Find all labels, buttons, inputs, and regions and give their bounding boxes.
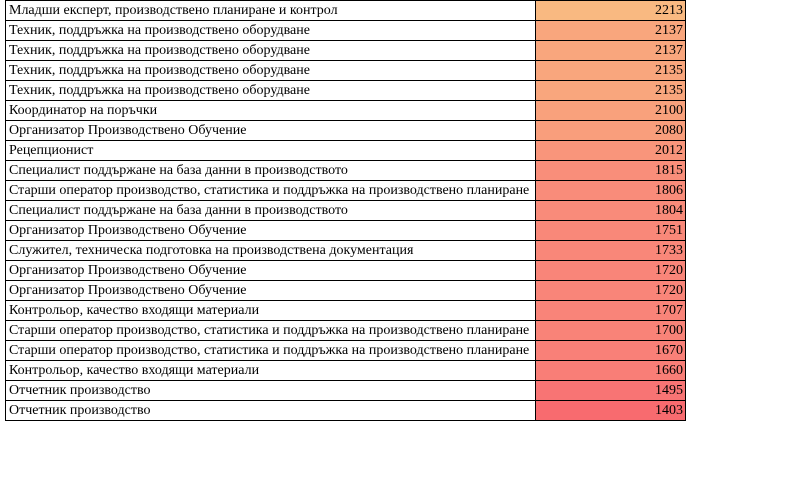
salary-value-cell: 1733 (536, 241, 686, 261)
salary-value-cell: 2213 (536, 1, 686, 21)
table-row (6, 1, 686, 21)
salary-value-cell: 2012 (536, 141, 686, 161)
job-title-cell: Старши оператор производство, статистика и поддръжка на производствено планиране (6, 341, 536, 361)
table-row (6, 181, 686, 201)
table-row (6, 81, 686, 101)
salary-value-cell: 1720 (536, 281, 686, 301)
job-title-cell: Техник, поддръжка на производствено оборудване (6, 21, 536, 41)
job-title-cell: Контрольор, качество входящи материали (6, 361, 536, 381)
table-row (6, 221, 686, 241)
job-title-cell: Младши експерт, производствено планиране и контрол (6, 1, 536, 21)
table-row (6, 41, 686, 61)
salary-value-cell: 1707 (536, 301, 686, 321)
table-row (6, 361, 686, 381)
job-title-cell: Контрольор, качество входящи материали (6, 301, 536, 321)
salary-value-cell: 1403 (536, 401, 686, 421)
job-title-cell: Организатор Производствено Обучение (6, 121, 536, 141)
table-row (6, 321, 686, 341)
salary-value-cell: 2137 (536, 41, 686, 61)
table-row (6, 381, 686, 401)
job-title-cell: Организатор Производствено Обучение (6, 281, 536, 301)
job-title-cell: Техник, поддръжка на производствено оборудване (6, 61, 536, 81)
salary-value-cell: 1495 (536, 381, 686, 401)
table-row (6, 21, 686, 41)
salary-value-cell: 2100 (536, 101, 686, 121)
job-title-cell: Техник, поддръжка на производствено оборудване (6, 41, 536, 61)
table-row (6, 241, 686, 261)
salary-value-cell: 1720 (536, 261, 686, 281)
job-title-cell: Рецепционист (6, 141, 536, 161)
job-title-cell: Отчетник производство (6, 401, 536, 421)
salary-value-cell: 1804 (536, 201, 686, 221)
table-row (6, 401, 686, 421)
salary-value-cell: 2137 (536, 21, 686, 41)
table-row (6, 301, 686, 321)
table-row (6, 261, 686, 281)
table-row (6, 101, 686, 121)
table-row (6, 121, 686, 141)
salary-value-cell: 1751 (536, 221, 686, 241)
salary-value-cell: 1700 (536, 321, 686, 341)
table-row (6, 141, 686, 161)
job-title-cell: Координатор на поръчки (6, 101, 536, 121)
job-title-cell: Техник, поддръжка на производствено оборудване (6, 81, 536, 101)
salary-value-cell: 2135 (536, 81, 686, 101)
salary-value-cell: 1660 (536, 361, 686, 381)
table-row (6, 281, 686, 301)
table-row (6, 161, 686, 181)
salary-value-cell: 1815 (536, 161, 686, 181)
job-title-cell: Организатор Производствено Обучение (6, 261, 536, 281)
salary-table (5, 0, 686, 421)
job-title-cell: Служител, техническа подготовка на производствена документация (6, 241, 536, 261)
table-row (6, 341, 686, 361)
job-title-cell: Специалист поддържане на база данни в производството (6, 161, 536, 181)
table-body (6, 1, 686, 421)
job-title-cell: Старши оператор производство, статистика и поддръжка на производствено планиране (6, 181, 536, 201)
salary-value-cell: 2135 (536, 61, 686, 81)
salary-value-cell: 2080 (536, 121, 686, 141)
table-row (6, 61, 686, 81)
table-row (6, 201, 686, 221)
job-title-cell: Отчетник производство (6, 381, 536, 401)
salary-value-cell: 1670 (536, 341, 686, 361)
job-title-cell: Старши оператор производство, статистика и поддръжка на производствено планиране (6, 321, 536, 341)
salary-value-cell: 1806 (536, 181, 686, 201)
job-title-cell: Специалист поддържане на база данни в производството (6, 201, 536, 221)
job-title-cell: Организатор Производствено Обучение (6, 221, 536, 241)
